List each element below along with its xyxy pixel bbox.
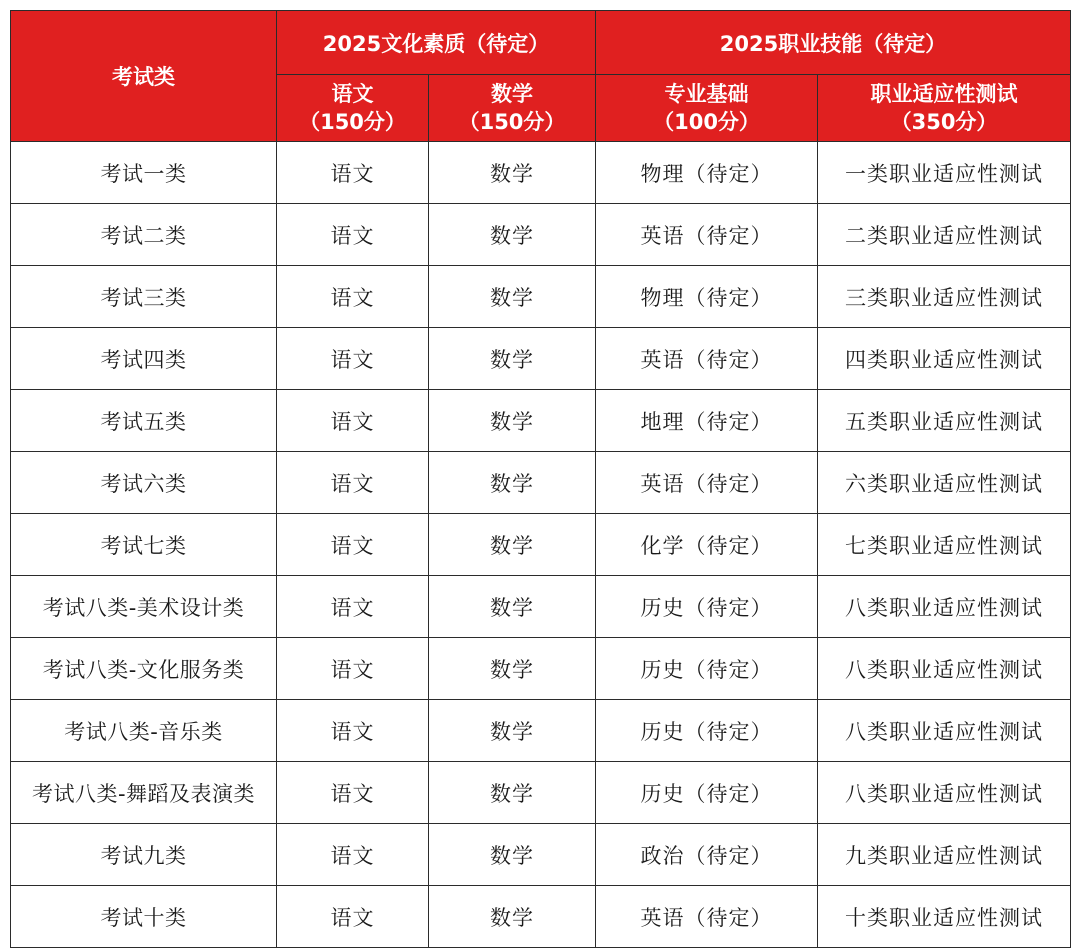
aptitude-test-cell: 六类职业适应性测试 [818, 452, 1071, 514]
math-cell: 数学 [429, 452, 596, 514]
chinese-cell: 语文 [277, 390, 429, 452]
chinese-cell: 语文 [277, 576, 429, 638]
chinese-cell: 语文 [277, 328, 429, 390]
chinese-column-header [277, 75, 429, 142]
table-row [11, 638, 1071, 700]
chinese-cell: 语文 [277, 204, 429, 266]
table-row [11, 824, 1071, 886]
exam-category-cell: 考试五类 [11, 390, 277, 452]
subject-name: 数学 [491, 82, 533, 106]
aptitude-test-cell: 八类职业适应性测试 [818, 576, 1071, 638]
table-row [11, 886, 1071, 948]
subject-score: （150分） [458, 110, 566, 134]
table-row [11, 142, 1071, 204]
math-cell: 数学 [429, 204, 596, 266]
professional-basics-cell: 英语（待定） [596, 204, 818, 266]
professional-basics-column-header [596, 75, 818, 142]
math-cell: 数学 [429, 762, 596, 824]
exam-category-cell: 考试二类 [11, 204, 277, 266]
math-cell: 数学 [429, 142, 596, 204]
math-cell: 数学 [429, 514, 596, 576]
math-cell: 数学 [429, 576, 596, 638]
aptitude-test-cell: 八类职业适应性测试 [818, 762, 1071, 824]
chinese-cell: 语文 [277, 452, 429, 514]
exam-category-cell: 考试四类 [11, 328, 277, 390]
table-header [11, 11, 1071, 142]
table-row [11, 452, 1071, 514]
table-row [11, 514, 1071, 576]
subject-name: 职业适应性测试 [870, 82, 1018, 106]
aptitude-test-cell: 一类职业适应性测试 [818, 142, 1071, 204]
exam-category-cell: 考试三类 [11, 266, 277, 328]
aptitude-test-cell: 二类职业适应性测试 [818, 204, 1071, 266]
aptitude-test-cell: 三类职业适应性测试 [818, 266, 1071, 328]
professional-basics-cell: 历史（待定） [596, 576, 818, 638]
professional-basics-cell: 英语（待定） [596, 886, 818, 948]
aptitude-test-cell: 八类职业适应性测试 [818, 700, 1071, 762]
chinese-cell: 语文 [277, 824, 429, 886]
professional-basics-cell: 地理（待定） [596, 390, 818, 452]
professional-basics-cell: 历史（待定） [596, 700, 818, 762]
exam-category-cell: 考试八类-音乐类 [11, 700, 277, 762]
professional-basics-cell: 政治（待定） [596, 824, 818, 886]
chinese-cell: 语文 [277, 638, 429, 700]
professional-basics-cell: 物理（待定） [596, 266, 818, 328]
table-row [11, 328, 1071, 390]
chinese-cell: 语文 [277, 886, 429, 948]
exam-category-cell: 考试八类-舞蹈及表演类 [11, 762, 277, 824]
table-row [11, 762, 1071, 824]
table-row [11, 204, 1071, 266]
chinese-cell: 语文 [277, 514, 429, 576]
math-cell: 数学 [429, 824, 596, 886]
subject-name: 语文 [331, 82, 374, 106]
subject-score: （350分） [890, 110, 998, 134]
professional-basics-cell: 历史（待定） [596, 762, 818, 824]
aptitude-test-cell: 十类职业适应性测试 [818, 886, 1071, 948]
aptitude-test-cell: 四类职业适应性测试 [818, 328, 1071, 390]
exam-category-cell: 考试一类 [11, 142, 277, 204]
vocational-skill-group-header: 2025职业技能（待定） [596, 11, 1071, 75]
exam-category-cell: 考试六类 [11, 452, 277, 514]
subject-score: （150分） [299, 110, 406, 134]
table-row [11, 266, 1071, 328]
professional-basics-cell: 英语（待定） [596, 452, 818, 514]
culture-quality-group-header: 2025文化素质（待定） [277, 11, 596, 75]
math-cell: 数学 [429, 638, 596, 700]
exam-type-header: 考试类 [11, 11, 277, 142]
math-column-header [429, 75, 596, 142]
professional-basics-cell: 化学（待定） [596, 514, 818, 576]
aptitude-test-cell: 七类职业适应性测试 [818, 514, 1071, 576]
exam-category-cell: 考试七类 [11, 514, 277, 576]
math-cell: 数学 [429, 266, 596, 328]
exam-schedule-table [10, 10, 1071, 948]
math-cell: 数学 [429, 700, 596, 762]
aptitude-test-cell: 九类职业适应性测试 [818, 824, 1071, 886]
math-cell: 数学 [429, 328, 596, 390]
table-row [11, 576, 1071, 638]
chinese-cell: 语文 [277, 142, 429, 204]
header-row-groups [11, 11, 1071, 75]
aptitude-test-cell: 五类职业适应性测试 [818, 390, 1071, 452]
table-row [11, 700, 1071, 762]
exam-category-cell: 考试八类-文化服务类 [11, 638, 277, 700]
aptitude-test-cell: 八类职业适应性测试 [818, 638, 1071, 700]
professional-basics-cell: 历史（待定） [596, 638, 818, 700]
math-cell: 数学 [429, 390, 596, 452]
professional-basics-cell: 物理（待定） [596, 142, 818, 204]
table-row [11, 390, 1071, 452]
professional-basics-cell: 英语（待定） [596, 328, 818, 390]
exam-category-cell: 考试十类 [11, 886, 277, 948]
chinese-cell: 语文 [277, 700, 429, 762]
subject-name: 专业基础 [664, 82, 749, 106]
chinese-cell: 语文 [277, 266, 429, 328]
aptitude-test-column-header [818, 75, 1071, 142]
chinese-cell: 语文 [277, 762, 429, 824]
table-body [11, 142, 1071, 948]
math-cell: 数学 [429, 886, 596, 948]
subject-score: （100分） [653, 110, 760, 134]
exam-category-cell: 考试八类-美术设计类 [11, 576, 277, 638]
exam-category-cell: 考试九类 [11, 824, 277, 886]
